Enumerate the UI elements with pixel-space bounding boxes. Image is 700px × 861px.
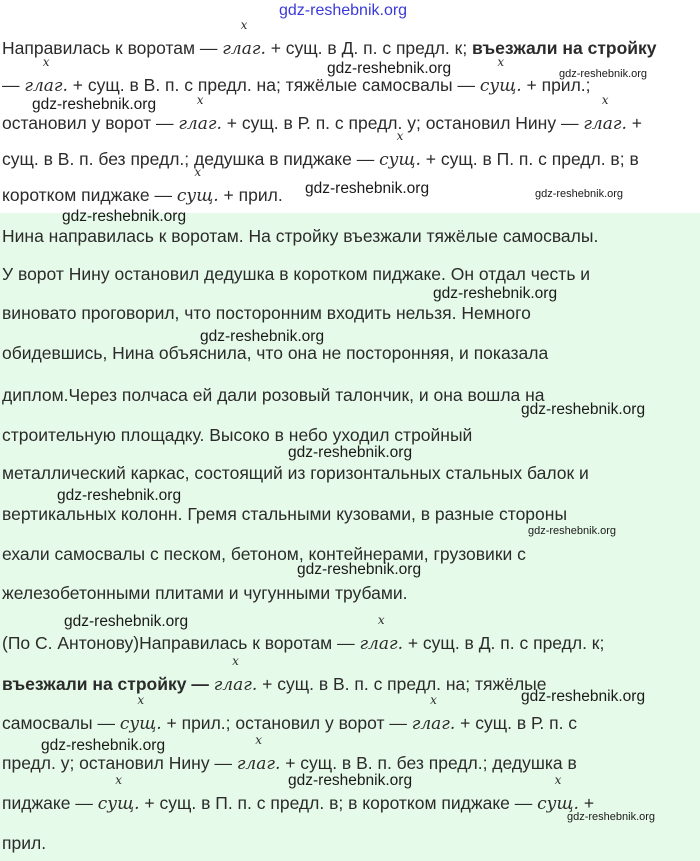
- watermark: gdz-reshebnik.org: [288, 444, 413, 461]
- analysis-line-9: предл. у; остановил Нину — x глаг. + сущ. в В. п. без предл.; дедушка в: [2, 733, 577, 774]
- verb-mark: x глаг.: [583, 93, 627, 134]
- analysis-line-1: Направилась к воротам — x глаг. + сущ. в Д. п. с предл. к; въезжали на стройку: [2, 18, 657, 59]
- watermark: gdz-reshebnik.org: [305, 180, 430, 197]
- verb-mark: x глаг.: [213, 654, 258, 695]
- watermark: gdz-reshebnik.org: [64, 613, 189, 630]
- watermark: gdz-reshebnik.org: [41, 737, 166, 754]
- watermark: gdz-reshebnik.org: [200, 328, 325, 345]
- analysis-line-3: остановил у ворот — x глаг. + сущ. в Р. п. с предл. у; остановил Нину — x глаг. +: [2, 93, 642, 134]
- analysis-line-11: прил.: [2, 833, 47, 853]
- verb-mark: x глаг.: [236, 733, 281, 774]
- text-line: ехали самосвалы с песком, бетоном, контейнерами, грузовики с: [2, 544, 526, 564]
- text-line: виновато проговорил, что посторонним входить нельзя. Немного: [2, 303, 531, 323]
- analysis-line-8: самосвалы — x сущ. + прил.; остановил у ворот — x глаг. + сущ. в Р. п. с: [2, 693, 578, 734]
- verb-mark: x глаг.: [178, 93, 222, 134]
- watermark: gdz-reshebnik.org: [521, 688, 646, 705]
- watermark: gdz-reshebnik.org: [297, 561, 422, 578]
- text-line: вертикальных колонн. Гремя стальными кузовами, в разные стороны: [2, 504, 568, 524]
- noun-mark: x сущ.: [97, 773, 140, 814]
- text-line: металлический каркас, состоящий из горизонтальных стальных балок и: [2, 463, 589, 483]
- watermark: gdz-reshebnik.org: [62, 208, 187, 225]
- noun-mark: x сущ.: [537, 773, 579, 814]
- noun-mark: x сущ.: [119, 693, 162, 734]
- analysis-line-7: въезжали на стройку — x глаг. + сущ. в В. п. с предл. на; тяжёлые: [2, 654, 547, 695]
- watermark: gdz-reshebnik.org: [32, 96, 157, 113]
- header-watermark[interactable]: gdz-reshebnik.org: [279, 2, 408, 19]
- watermark: gdz-reshebnik.org: [535, 188, 624, 200]
- text-line: обидевшись, Нина объяснила, что она не посторонняя, и показала: [2, 343, 549, 363]
- watermark: gdz-reshebnik.org: [567, 811, 656, 823]
- text-line: железобетонными плитами и чугунными трубами.: [2, 583, 408, 603]
- watermark: gdz-reshebnik.org: [327, 60, 452, 77]
- verb-mark: x глаг.: [222, 18, 266, 59]
- text-line: строительную площадку. Высоко в небо уходил стройный: [2, 425, 473, 445]
- analysis-line-5: коротком пиджаке — x сущ. + прил.: [2, 165, 283, 206]
- watermark: gdz-reshebnik.org: [288, 772, 413, 789]
- analysis-line-2: — x глаг. + сущ. в В. п. с предл. на; тяжёлые самосвалы — x сущ. + прил.;: [2, 55, 591, 96]
- watermark: gdz-reshebnik.org: [528, 525, 617, 537]
- text-line: У ворот Нину остановил дедушка в коротком пиджаке. Он отдал честь и: [2, 264, 591, 284]
- text-line: диплом.Через полчаса ей дали розовый талончик, и она вошла на: [2, 385, 545, 405]
- analysis-line-10: пиджаке — x сущ. + сущ. в П. п. с предл. в; в коротком пиджаке — x сущ. +: [2, 773, 595, 814]
- verb-mark: x глаг.: [411, 693, 456, 734]
- noun-mark: x сущ.: [379, 129, 421, 170]
- noun-mark: x сущ.: [176, 165, 219, 206]
- watermark: gdz-reshebnik.org: [433, 285, 558, 302]
- verb-mark: x глаг.: [24, 55, 68, 96]
- analysis-line-6: (По С. Антонову)Направилась к воротам — x глаг. + сущ. в Д. п. с предл. к;: [2, 613, 605, 654]
- noun-mark: x сущ.: [479, 55, 522, 96]
- watermark: gdz-reshebnik.org: [559, 68, 648, 80]
- verb-mark: x глаг.: [359, 613, 403, 654]
- watermark: gdz-reshebnik.org: [57, 487, 182, 504]
- analysis-line-4: сущ. в В. п. без предл.; дедушка в пиджаке — x сущ. + сущ. в П. п. с предл. в; в: [2, 129, 639, 170]
- text-line: Нина направилась к воротам. На стройку въезжали тяжёлые самосвалы.: [2, 226, 599, 246]
- watermark: gdz-reshebnik.org: [521, 401, 646, 418]
